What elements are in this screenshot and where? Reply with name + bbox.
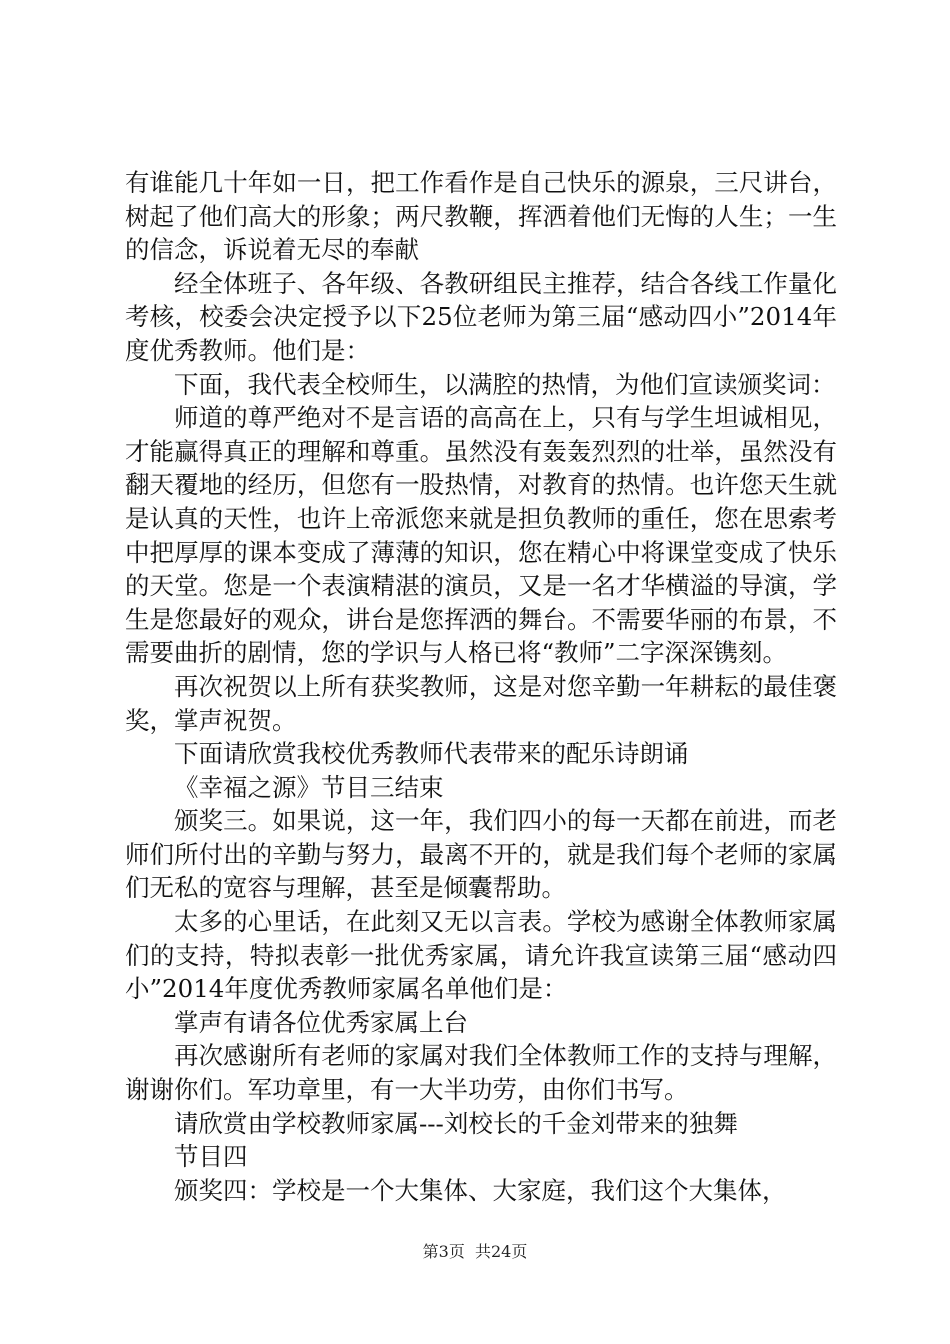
paragraph-14: 颁奖四：学校是一个大集体、大家庭，我们这个大集体，: [174, 1175, 787, 1205]
paragraph-6: 下面请欣赏我校优秀教师代表带来的配乐诗朗诵: [174, 739, 689, 769]
paragraph-4: 师道的尊严绝对不是言语的高高在上，只有与学生坦诚相见，才能赢得真正的理解和尊重。虽然没有轰轰烈烈的壮举，虽然没有翻天覆地的经历，但您有一股热情，对教育的热情。也许您天生就是认真的天性，也许上帝派您来就是担负教师的重任，您在思索考中把厚厚的课本变成了薄薄的知识，您在精心中将课堂变成了快乐的天堂。您是一个表演精湛的演员，又是一名才华横溢的导演，学生是您最好的观众，讲台是您挥洒的舞台。不需要华丽的布景，不需要曲折的剧情，您的学识与人格已将“教师”二字深深镌刻。: [125, 403, 837, 668]
paragraph-9: 太多的心里话，在此刻又无以言表。学校为感谢全体教师家属们的支持，特拟表彰一批优秀家属，请允许我宣读第三届“感动四小”2014年度优秀教师家属名单他们是：: [125, 907, 837, 1004]
paragraph-11: 再次感谢所有老师的家属对我们全体教师工作的支持与理解，谢谢你们。军功章里，有一大半功劳，由你们书写。: [125, 1041, 837, 1105]
page-footer: [0, 1242, 950, 1262]
document-body: [125, 166, 837, 1207]
paragraph-5: 再次祝贺以上所有获奖教师，这是对您辛勤一年耕耘的最佳褒奖，掌声祝贺。: [125, 671, 837, 735]
page-number-label: 第3页 共24页: [422, 1242, 528, 1261]
paragraph-13: 节目四: [174, 1142, 248, 1172]
paragraph-2: 经全体班子、各年级、各教研组民主推荐，结合各线工作量化考核，校委会决定授予以下25位老师为第三届“感动四小”2014年度优秀教师。他们是：: [125, 268, 837, 365]
paragraph-10: 掌声有请各位优秀家属上台: [174, 1007, 468, 1037]
paragraph-3: 下面，我代表全校师生，以满腔的热情，为他们宣读颁奖词：: [174, 369, 836, 399]
paragraph-1: 有谁能几十年如一日，把工作看作是自己快乐的源泉，三尺讲台，树起了他们高大的形象；两尺教鞭，挥洒着他们无悔的人生；一生的信念，诉说着无尽的奉献: [125, 168, 837, 265]
paragraph-7: 《幸福之源》节目三结束: [174, 772, 444, 802]
paragraph-8: 颁奖三。如果说，这一年，我们四小的每一天都在前进，而老师们所付出的辛勤与努力，最离不开的，就是我们每个老师的家属们无私的宽容与理解，甚至是倾囊帮助。: [125, 806, 837, 903]
paragraph-12: 请欣赏由学校教师家属---刘校长的千金刘带来的独舞: [174, 1108, 738, 1138]
